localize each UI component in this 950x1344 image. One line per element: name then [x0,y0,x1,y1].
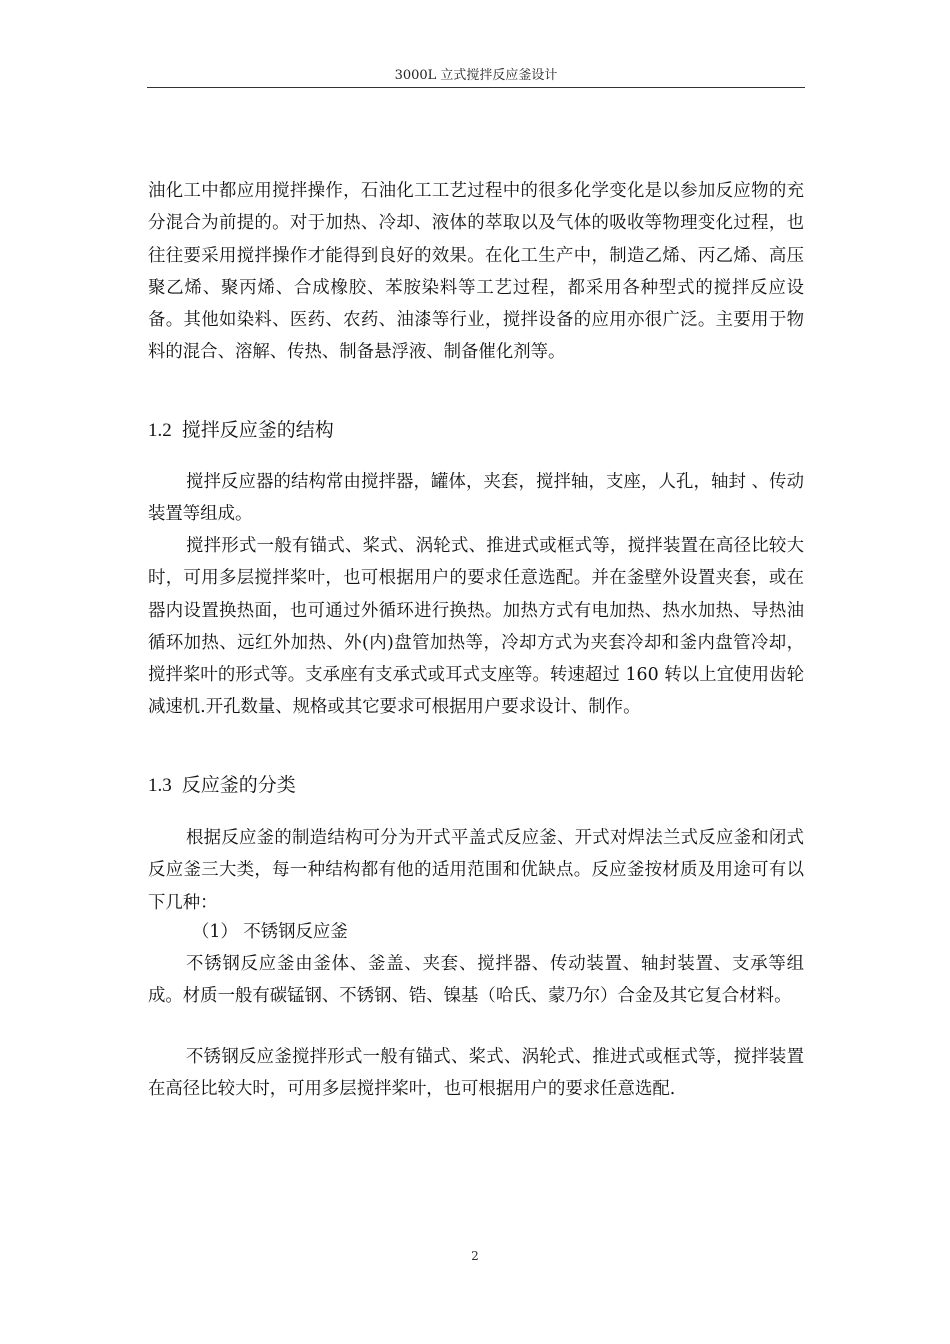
paragraph-classification: 根据反应釜的制造结构可分为开式平盖式反应釜、开式对焊法兰式反应釜和闭式反应釜三大类，每一种结构都有他的适用范围和优缺点。反应釜按材质及用途可有以下几种： [148,828,804,913]
section-heading-1-3 [148,771,804,800]
section-heading-1-2 [148,416,804,445]
header-rule [147,87,805,88]
section-number: 1.3 [148,775,172,796]
page-header: 3000L 立式搅拌反应釜设计 [394,68,558,83]
paragraph-stirring: 搅拌形式一般有锚式、桨式、涡轮式、推进式或框式等，搅拌装置在高径比较大时，可用多层搅拌桨叶，也可根据用户的要求任意选配。并在釜壁外设置夹套，或在器内设置换热面，也可通过外循环进行换热。加热方式有电加热、热水加热、导热油循环加热、远红外加热、外(内)盘管加热等，冷却方式为夹套冷却和釜内盘管冷却，搅拌桨叶的形式等。支承座有支承式或耳式支座等。转速超过 160 转以上宜使用齿轮减速机.开孔数量、规格或其它要求可根据用户要求设计、制作。 [148,536,804,718]
intro-paragraph: 油化工中都应用搅拌操作，石油化工工艺过程中的很多化学变化是以参加反应物的充分混合为前提的。对于加热、冷却、液体的萃取以及气体的吸收等物理变化过程，也往往要采用搅拌操作才能得到良好的效果。在化工生产中，制造乙烯、丙乙烯、高压聚乙烯、聚丙烯、合成橡胶、苯胺染料等工艺过程，都采用各种型式的搅拌反应设备。其他如染料、医药、农药、油漆等行业，搅拌设备的应用亦很广泛。主要用于物料的混合、溶解、传热、制备悬浮液、制备催化剂等。 [148,181,804,363]
paragraph-stainless-composition: 不锈钢反应釜由釜体、釜盖、夹套、搅拌器、传动装置、轴封装置、支承等组成。材质一般有碳锰钢、不锈钢、锆、镍基（哈氏、蒙乃尔）合金及其它复合材料。 [148,954,804,1007]
section-title: 搅拌反应釜的结构 [181,419,334,441]
page-number: 2 [471,1249,479,1263]
section-title: 反应釜的分类 [181,774,296,796]
paragraph-structure: 搅拌反应器的结构常由搅拌器，罐体，夹套，搅拌轴，支座，人孔，轴封 、传动装置等组成。 [148,472,804,525]
list-item-stainless: （1） 不锈钢反应釜 [192,922,348,942]
section-number: 1.2 [148,420,172,441]
paragraph-stainless-stirring: 不锈钢反应釜搅拌形式一般有锚式、桨式、涡轮式、推进式或框式等，搅拌装置在高径比较大时，可用多层搅拌桨叶，也可根据用户的要求任意选配. [148,1047,804,1100]
